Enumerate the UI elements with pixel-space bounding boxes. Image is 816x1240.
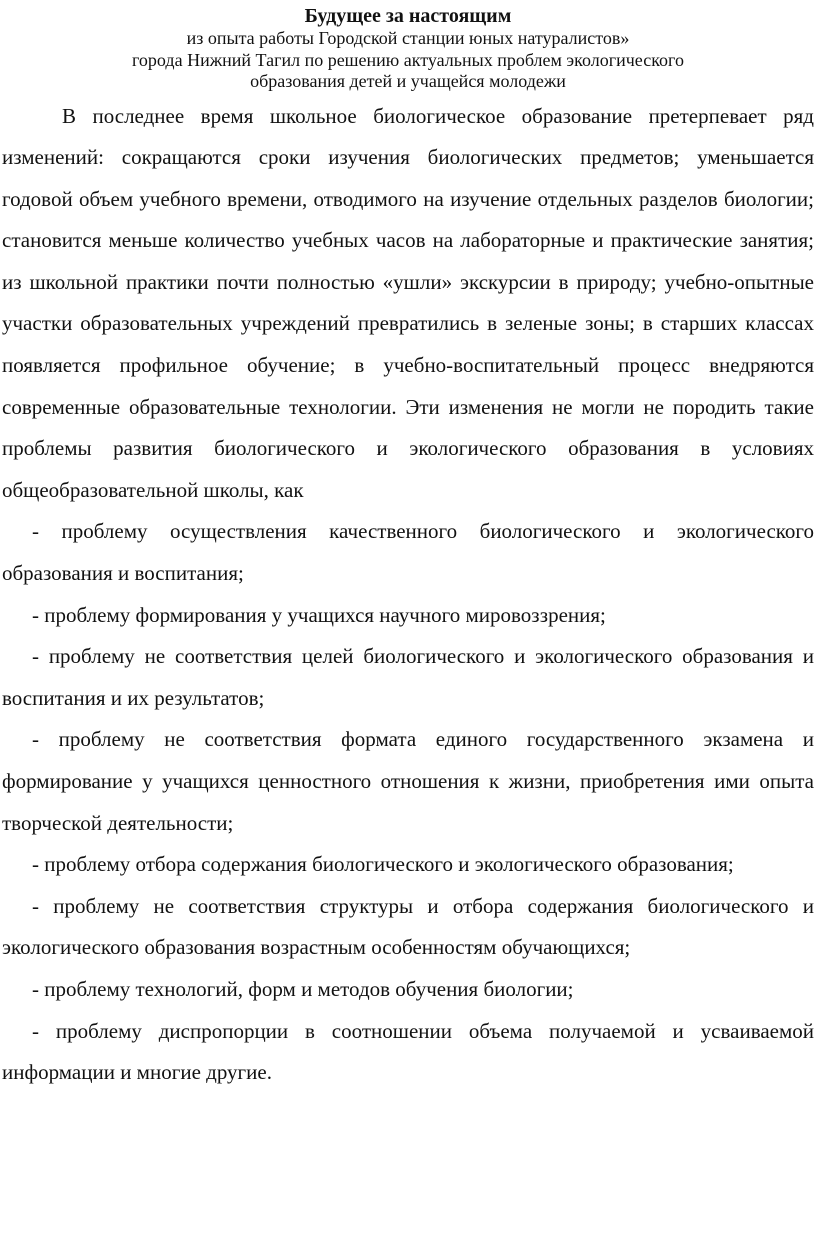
problem-item-4: - проблему не соответствия формата единого государственного экзамена и формирование у учащихся ценностного отношения к жизни, приобретения ими опыта творческой деятельности; [2, 727, 814, 835]
problem-item-6: - проблему не соответствия структуры и отбора содержания биологического и экологического образования возрастным особенностям обучающихся; [2, 893, 814, 960]
subtitle-line-1: из опыта работы Городской станции юных натуралистов» [186, 28, 630, 48]
intro-paragraph: В последнее время школьное биологическое образование претерпевает ряд изменений: сокращаются сроки изучения биологических предметов; уменьшается годовой объем учебного времени, отводимого на изучение отдельных разделов биологии; становится меньше количество учебных часов на лабораторные и практические занятия; из школьной практики почти полностью «ушли» экскурсии в природу; учебно-опытные участки образовательных учреждений превратились в зеленые зоны; в старших классах появляется профильное обучение; в учебно-воспитательный процесс внедряются современные образовательные технологии. Эти изменения не могли не породить такие проблемы развития биологического и экологического образования в условиях общеобразовательной школы, как [2, 103, 814, 502]
document-title: Будущее за настоящим [304, 5, 512, 27]
problem-item-1: - проблему осуществления качественного биологического и экологического образования и воспитания; [2, 519, 814, 586]
subtitle-line-2: города Нижний Тагил по решению актуальных проблем экологического [132, 49, 684, 70]
problem-item-5: - проблему отбора содержания биологического и экологического образования; [32, 852, 734, 877]
subtitle-line-3: образования детей и учащейся молодежи [250, 71, 566, 91]
problem-item-3: - проблему не соответствия целей биологического и экологического образования и воспитания и их результатов; [2, 644, 814, 710]
problem-item-7: - проблему технологий, форм и методов обучения биологии; [32, 976, 574, 1001]
document-body [2, 96, 814, 1094]
problem-item-2: - проблему формирования у учащихся научного мировоззрения; [32, 602, 606, 627]
problem-item-8: - проблему диспропорции в соотношении объема получаемой и усваиваемой информации и многие другие. [2, 1018, 814, 1085]
